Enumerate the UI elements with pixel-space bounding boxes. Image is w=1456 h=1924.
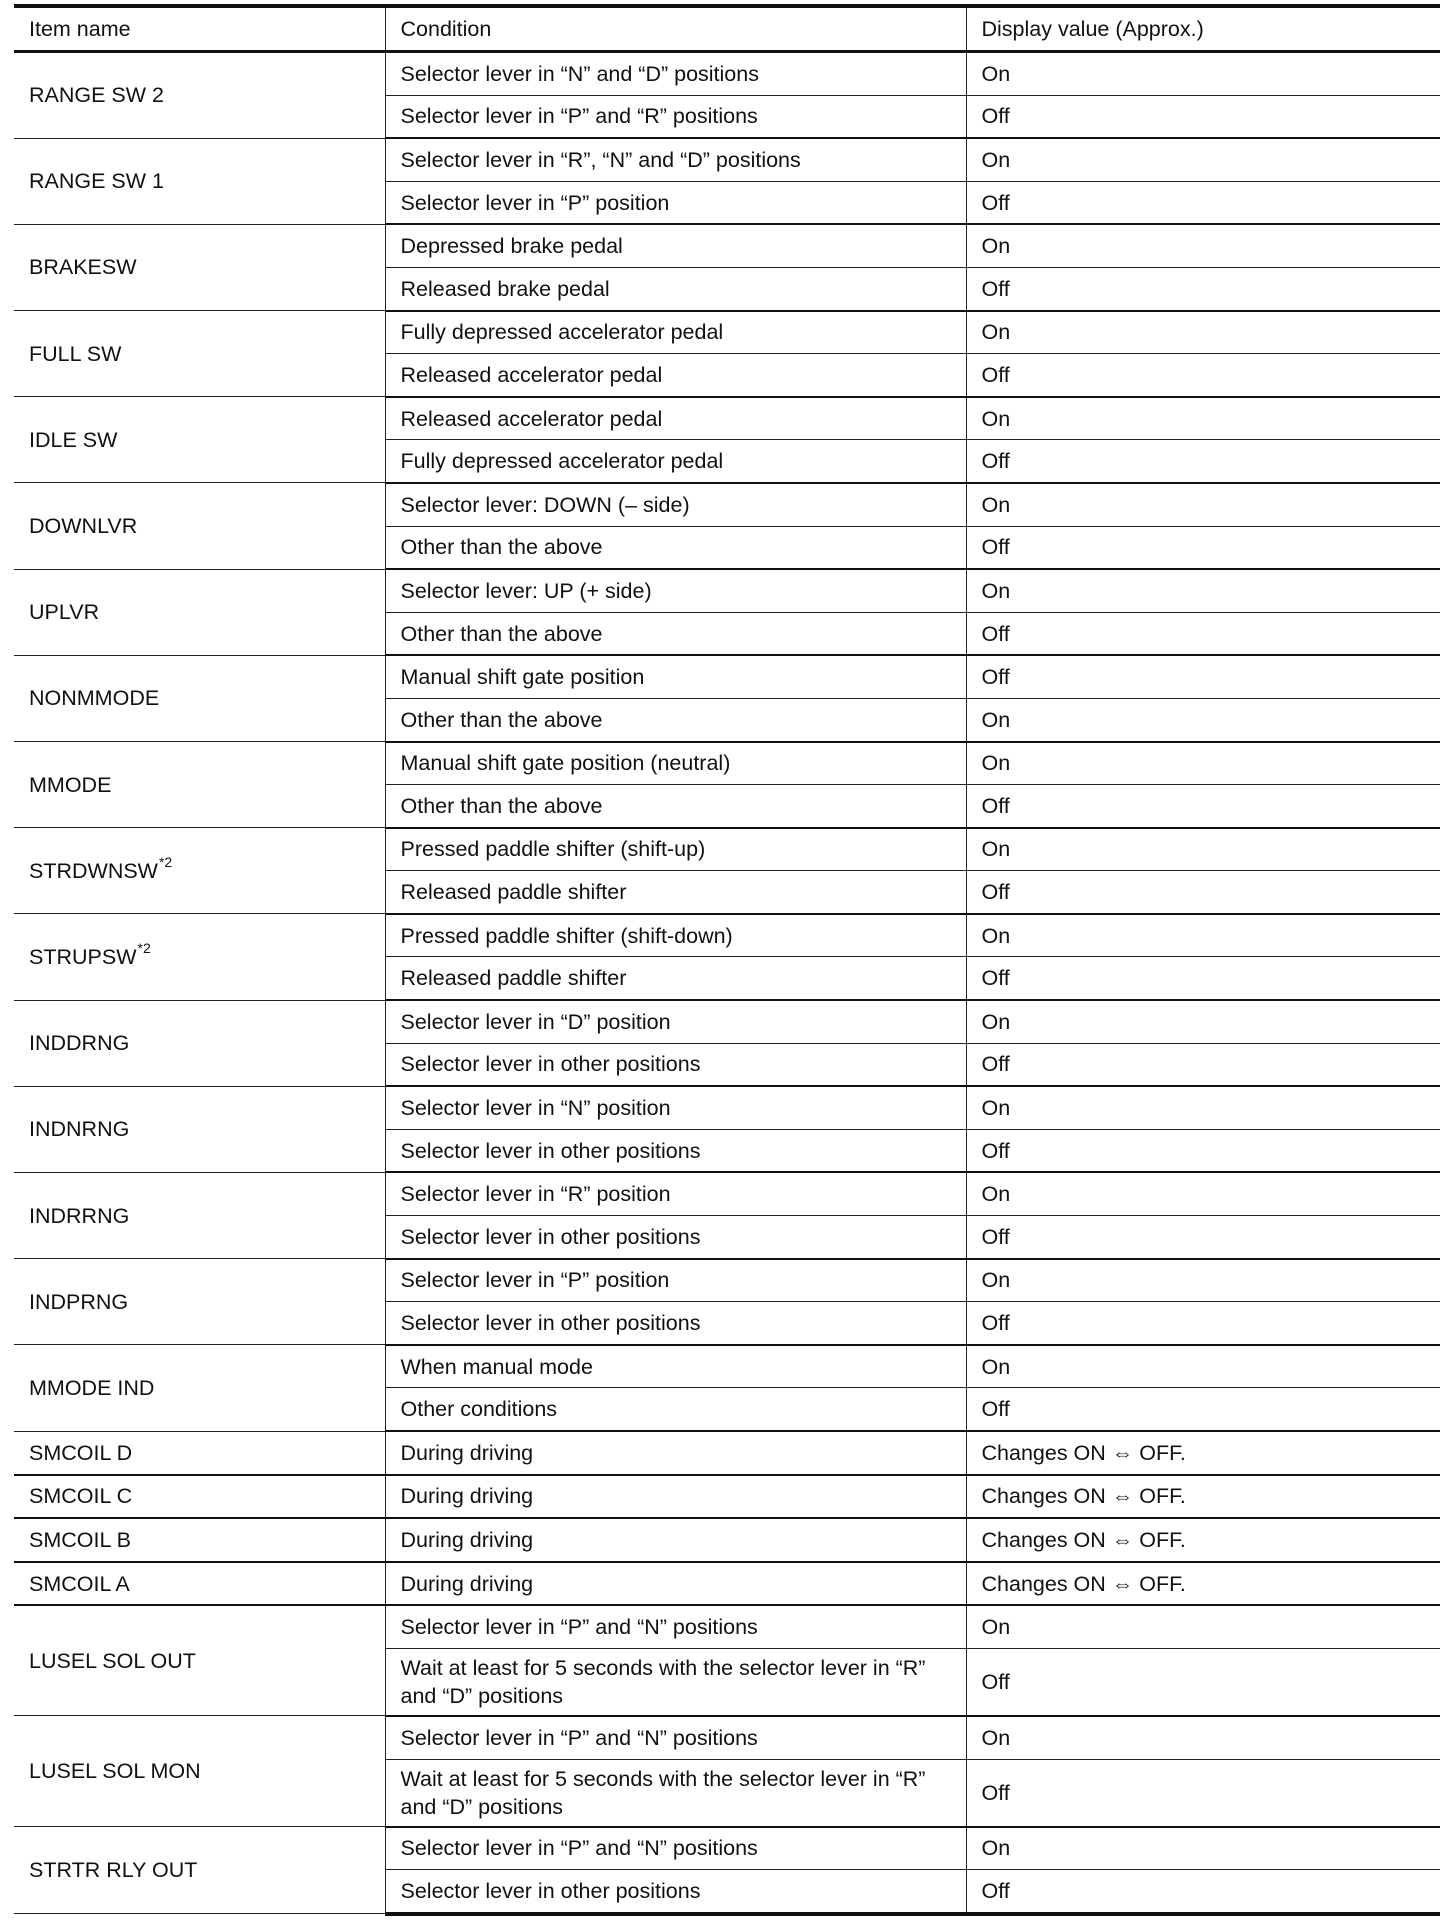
condition-cell: Selector lever in other positions [385, 1216, 966, 1259]
display-value-cell: Off [966, 1648, 1440, 1716]
item-name: INDRRNG [29, 1203, 130, 1228]
table-row [14, 828, 1440, 871]
condition-cell: Pressed paddle shifter (shift-up) [385, 828, 966, 871]
item-name: LUSEL SOL OUT [29, 1648, 196, 1673]
table-row [14, 1086, 1440, 1129]
display-value-cell: Off [966, 181, 1440, 224]
item-name-cell [14, 311, 385, 397]
table-row [14, 224, 1440, 267]
condition-cell: Selector lever in other positions [385, 1043, 966, 1086]
display-value-cell: Off [966, 1129, 1440, 1172]
table-row [14, 1345, 1440, 1388]
item-name-cell [14, 52, 385, 139]
condition-cell: Pressed paddle shifter (shift-down) [385, 914, 966, 957]
item-name: INDPRNG [29, 1289, 129, 1314]
condition-cell: Selector lever in “P” and “N” positions [385, 1716, 966, 1759]
condition-cell: Fully depressed accelerator pedal [385, 440, 966, 483]
item-name: STRTR RLY OUT [29, 1858, 198, 1883]
item-name-cell [14, 1827, 385, 1914]
item-name-cell [14, 1716, 385, 1827]
condition-cell: During driving [385, 1562, 966, 1606]
condition-cell: Selector lever in “P” and “R” positions [385, 95, 966, 138]
item-name-cell [14, 483, 385, 569]
condition-cell: Released paddle shifter [385, 871, 966, 914]
table-row [14, 52, 1440, 96]
item-name: MMODE [29, 772, 112, 797]
item-name-cell [14, 1605, 385, 1716]
table-row [14, 1827, 1440, 1870]
header-display-value: Display value (Approx.) [966, 6, 1440, 52]
item-name: IDLE SW [29, 427, 118, 452]
display-value-cell: Off [966, 1388, 1440, 1431]
display-value-cell: Off [966, 267, 1440, 310]
display-value-cell: On [966, 1259, 1440, 1302]
display-value-cell: Off [966, 1302, 1440, 1345]
condition-cell: Other conditions [385, 1388, 966, 1431]
table-row [14, 1475, 1440, 1519]
condition-cell: Other than the above [385, 612, 966, 655]
item-name-cell [14, 1086, 385, 1172]
condition-cell: Wait at least for 5 seconds with the selector lever in “R” and “D” positions [385, 1759, 966, 1827]
condition-cell: During driving [385, 1431, 966, 1475]
condition-cell: Fully depressed accelerator pedal [385, 311, 966, 354]
condition-cell: Wait at least for 5 seconds with the selector lever in “R” and “D” positions [385, 1648, 966, 1716]
condition-cell: Selector lever in “N” position [385, 1086, 966, 1129]
display-value-cell: Changes ON ⇔ OFF. [966, 1475, 1440, 1519]
item-name: FULL SW [29, 341, 122, 366]
display-value-cell: On [966, 569, 1440, 612]
table-row [14, 1259, 1440, 1302]
item-name: RANGE SW 2 [29, 83, 164, 108]
table-row [14, 655, 1440, 698]
item-name: MMODE IND [29, 1375, 155, 1400]
table-row [14, 1518, 1440, 1562]
display-value-cell: On [966, 698, 1440, 741]
item-name-cell [14, 742, 385, 828]
display-value-cell: Off [966, 1759, 1440, 1827]
data-monitor-table-sheet [14, 4, 1440, 1916]
condition-cell: Released accelerator pedal [385, 397, 966, 440]
condition-cell: During driving [385, 1518, 966, 1562]
item-name: RANGE SW 1 [29, 169, 164, 194]
display-value-cell: Off [966, 655, 1440, 698]
item-name: NONMMODE [29, 686, 160, 711]
table-row [14, 1562, 1440, 1606]
table-row [14, 397, 1440, 440]
display-value-cell: Off [966, 440, 1440, 483]
item-name-cell [14, 1431, 385, 1475]
condition-cell: Selector lever in “D” position [385, 1000, 966, 1043]
display-value-cell: On [966, 1827, 1440, 1870]
display-value-cell: On [966, 138, 1440, 181]
condition-cell: Manual shift gate position [385, 655, 966, 698]
condition-cell: Other than the above [385, 526, 966, 569]
item-name-cell [14, 1172, 385, 1258]
condition-cell: Manual shift gate position (neutral) [385, 742, 966, 785]
item-name-cell [14, 1000, 385, 1086]
display-value-cell: Off [966, 95, 1440, 138]
display-value-cell: On [966, 742, 1440, 785]
condition-cell: Selector lever in “P” position [385, 1259, 966, 1302]
display-value-cell: On [966, 1000, 1440, 1043]
condition-cell: When manual mode [385, 1345, 966, 1388]
display-value-cell: On [966, 397, 1440, 440]
item-name: UPLVR [29, 600, 100, 625]
display-value-cell: On [966, 1605, 1440, 1648]
condition-cell: Other than the above [385, 785, 966, 828]
table-row [14, 914, 1440, 957]
table-row [14, 311, 1440, 354]
display-value-cell: Off [966, 612, 1440, 655]
condition-cell: Selector lever in “P” and “N” positions [385, 1605, 966, 1648]
footnote-marker: *2 [137, 939, 151, 956]
item-name-cell [14, 1345, 385, 1431]
display-value-cell: Changes ON ⇔ OFF. [966, 1562, 1440, 1606]
footnote-marker: *2 [158, 853, 173, 870]
condition-cell: Selector lever in other positions [385, 1870, 966, 1914]
item-name-cell [14, 569, 385, 655]
table-row [14, 1605, 1440, 1648]
item-name-cell [14, 1518, 385, 1562]
table-row [14, 1431, 1440, 1475]
display-value-cell: On [966, 1172, 1440, 1215]
header-item-name: Item name [14, 6, 385, 52]
display-value-cell: On [966, 1086, 1440, 1129]
header-row [14, 6, 1440, 52]
display-value-cell: On [966, 1345, 1440, 1388]
display-value-cell: On [966, 224, 1440, 267]
item-name: DOWNLVR [29, 514, 138, 539]
condition-cell: Selector lever in “P” position [385, 181, 966, 224]
table-row [14, 569, 1440, 612]
item-name: BRAKESW [29, 255, 137, 280]
item-name-cell [14, 828, 385, 914]
display-value-cell: Changes ON ⇔ OFF. [966, 1518, 1440, 1562]
display-value-cell: On [966, 483, 1440, 526]
display-value-cell: Off [966, 526, 1440, 569]
display-value-cell: Off [966, 785, 1440, 828]
item-name-cell [14, 1259, 385, 1345]
table-row [14, 1716, 1440, 1759]
data-monitor-table [14, 4, 1440, 1916]
condition-cell: Selector lever: DOWN (– side) [385, 483, 966, 526]
table-row [14, 742, 1440, 785]
condition-cell: Depressed brake pedal [385, 224, 966, 267]
display-value-cell: Off [966, 1870, 1440, 1914]
item-name: INDDRNG [29, 1031, 130, 1056]
item-name: SMCOIL C [29, 1484, 133, 1509]
display-value-cell: Off [966, 354, 1440, 397]
condition-cell: Selector lever in “R”, “N” and “D” positions [385, 138, 966, 181]
table-row [14, 138, 1440, 181]
display-value-cell: On [966, 828, 1440, 871]
table-row [14, 483, 1440, 526]
display-value-cell: Changes ON ⇔ OFF. [966, 1431, 1440, 1475]
display-value-cell: Off [966, 1043, 1440, 1086]
table-header [14, 6, 1440, 52]
condition-cell: Selector lever: UP (+ side) [385, 569, 966, 612]
display-value-cell: Off [966, 957, 1440, 1000]
display-value-cell: Off [966, 871, 1440, 914]
item-name-cell [14, 138, 385, 224]
item-name-cell [14, 1562, 385, 1606]
item-name: LUSEL SOL MON [29, 1759, 201, 1784]
display-value-cell: On [966, 52, 1440, 96]
condition-cell: Other than the above [385, 698, 966, 741]
condition-cell: Selector lever in “N” and “D” positions [385, 52, 966, 96]
condition-cell: Selector lever in “R” position [385, 1172, 966, 1215]
display-value-cell: On [966, 311, 1440, 354]
condition-cell: Selector lever in other positions [385, 1129, 966, 1172]
display-value-cell: On [966, 1716, 1440, 1759]
display-value-cell: Off [966, 1216, 1440, 1259]
item-name-cell [14, 224, 385, 310]
condition-cell: Selector lever in “P” and “N” positions [385, 1827, 966, 1870]
condition-cell: Released paddle shifter [385, 957, 966, 1000]
item-name: STRDWNSW [29, 858, 158, 883]
condition-cell: Selector lever in other positions [385, 1302, 966, 1345]
item-name: STRUPSW [29, 944, 137, 969]
display-value-cell: On [966, 914, 1440, 957]
item-name-cell [14, 397, 385, 483]
condition-cell: Released brake pedal [385, 267, 966, 310]
item-name-cell [14, 1475, 385, 1519]
item-name-cell [14, 655, 385, 741]
table-body [14, 52, 1440, 1914]
table-row [14, 1172, 1440, 1215]
condition-cell: During driving [385, 1475, 966, 1519]
item-name: SMCOIL D [29, 1440, 133, 1465]
condition-cell: Released accelerator pedal [385, 354, 966, 397]
item-name-cell [14, 914, 385, 1000]
header-condition: Condition [385, 6, 966, 52]
item-name: SMCOIL B [29, 1527, 131, 1552]
item-name: INDNRNG [29, 1117, 130, 1142]
item-name: SMCOIL A [29, 1571, 130, 1596]
table-row [14, 1000, 1440, 1043]
